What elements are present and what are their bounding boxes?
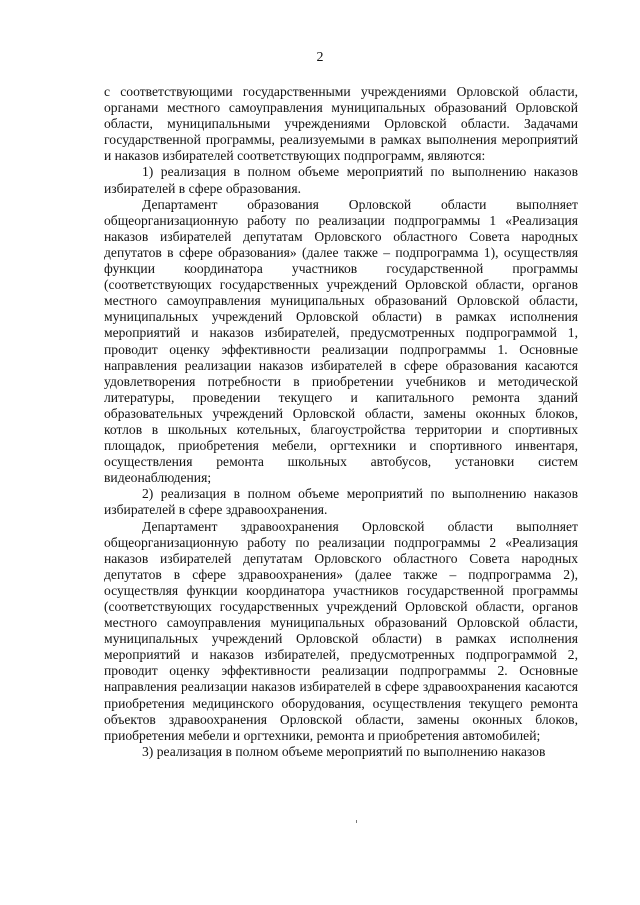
paragraph-task-2: 2) реализация в полном объеме мероприятий по выполнению наказов избирателей в сфере здравоохранения. [104,486,578,518]
document-body [104,84,578,760]
paragraph-tasks-intro: с соответствующими государственными учреждениями Орловской области, органами местного самоуправления муниципальных образований Орловской области, муниципальными учреждениями Орловской области. Задачами государственной программы, реализуемыми в рамках выполнения мероприятий и наказов избирателей соответствующих подпрограмм, являются: [104,84,578,164]
paragraph-task-1: 1) реализация в полном объеме мероприятий по выполнению наказов избирателей в сфере образования. [104,164,578,196]
page-number: 2 [316,50,324,65]
paragraph-healthcare-department: Департамент здравоохранения Орловской области выполняет общеорганизационную работу по реализации подпрограммы 2 «Реализация наказов избирателей депутатам Орловского областного Совета народных депутатов в сфере здравоохранения» (далее также – подпрограмма 2), осуществляя функции координатора участников государственной программы (соответствующих государственных учреждений Орловской области, органов местного самоуправления муниципальных образований Орловской области, муниципальных учреждений Орловской области) в рамках исполнения мероприятий и наказов избирателей, предусмотренных подпрограммой 2, проводит оценку эффективности реализации подпрограммы 2. Основные направления реализации наказов избирателей в сфере здравоохранения касаются приобретения медицинского оборудования, осуществления текущего ремонта объектов здравоохранения Орловской области, замены оконных блоков, приобретения мебели и оргтехники, ремонта и приобретения автомобилей; [104,518,578,743]
paragraph-task-3: 3) реализация в полном объеме мероприятий по выполнению наказов [142,743,546,759]
paragraph-education-department: Департамент образования Орловской области выполняет общеорганизационную работу по реализации подпрограммы 1 «Реализация наказов избирателей депутатам Орловского областного Совета народных депутатов в сфере образования» (далее также – подпрограмма 1), осуществляя функции координатора участников государственной программы (соответствующих государственных учреждений Орловской области, органов местного самоуправления муниципальных образований Орловской области, муниципальных учреждений Орловской области) в рамках исполнения мероприятий и наказов избирателей, предусмотренных подпрограммой 1, проводит оценку эффективности реализации подпрограммы 1. Основные направления реализации наказов избирателей в сфере образования касаются удовлетворения потребности в приобретении учебников и методической литературы, проведении текущего и капитального ремонта зданий образовательных учреждений Орловской области, замены оконных блоков, котлов в школьных котельных, благоустройства территории и спортивных площадок, приобретения мебели, оргтехники и спортивного инвентаря, осуществления ремонта школьных автобусов, установки систем видеонаблюдения; [104,196,578,486]
scan-mark [356,820,357,823]
